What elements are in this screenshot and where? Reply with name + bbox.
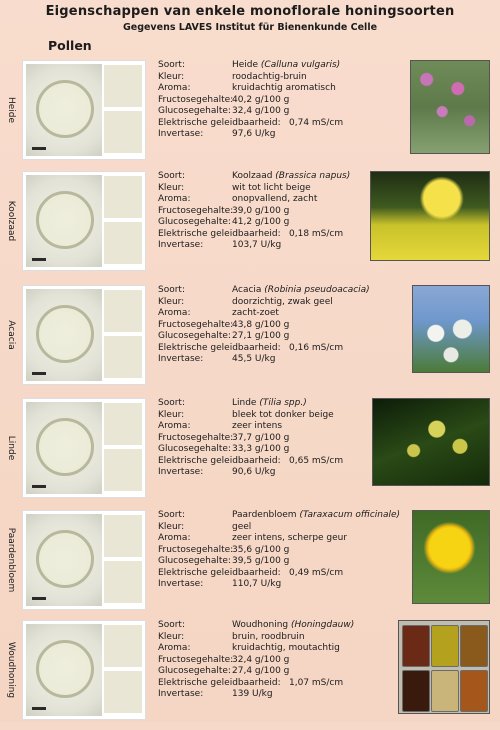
honey-properties [158, 285, 398, 366]
property-label: Fructosegehalte: [158, 205, 234, 216]
pollen-grain [36, 305, 94, 363]
property-line [158, 171, 398, 183]
property-line [158, 444, 398, 456]
property-label: Aroma: [158, 421, 191, 431]
property-line [158, 545, 398, 557]
property-line [158, 183, 398, 195]
property-value: 0,16 mS/cm [289, 342, 344, 353]
side-label [4, 510, 18, 610]
property-label: Glucosegehalte: [158, 217, 231, 227]
property-line [158, 194, 398, 206]
property-value: zacht-zoet [232, 308, 279, 318]
scale-bar [32, 597, 46, 600]
property-label: Glucosegehalte: [158, 331, 231, 341]
property-label: Elektrische geleidbaarheid: [158, 342, 281, 353]
side-label-text: Paardenbloem [6, 527, 16, 593]
property-value: 27,1 g/100 g [232, 331, 290, 341]
pollen-micrograph [22, 510, 146, 610]
property-line [158, 72, 398, 84]
property-value: 90,6 U/kg [232, 467, 276, 477]
property-value: 41,2 g/100 g [232, 217, 290, 227]
honey-row [0, 171, 500, 281]
property-line [158, 421, 398, 433]
property-line [158, 285, 398, 297]
property-line [158, 655, 398, 667]
property-value: 0,18 mS/cm [289, 228, 344, 239]
property-label: Soort: [158, 285, 185, 295]
pollen-micrograph [22, 398, 146, 498]
honey-row [0, 285, 500, 395]
side-label-text: Acacia [6, 320, 16, 350]
honey-row [0, 398, 500, 508]
pollen-detail-image [104, 561, 142, 603]
property-line [158, 95, 398, 107]
scale-bar [32, 485, 46, 488]
honey-jar [431, 625, 459, 667]
property-value: bleek tot donker beige [232, 409, 334, 420]
property-label: Invertase: [158, 240, 204, 250]
property-label: Kleur: [158, 409, 185, 420]
property-line [158, 331, 398, 343]
side-label [4, 285, 18, 385]
honey-properties [158, 398, 398, 479]
heather-photo [410, 60, 490, 154]
section-heading: Pollen [48, 38, 92, 53]
property-line [158, 533, 398, 545]
property-line [158, 568, 398, 580]
property-label: Glucosegehalte: [158, 556, 231, 566]
property-label: Kleur: [158, 182, 185, 193]
property-label: Aroma: [158, 83, 191, 93]
pollen-micrograph [22, 171, 146, 271]
property-value: zeer intens [232, 421, 283, 431]
property-value: 0,74 mS/cm [289, 117, 344, 128]
property-line [158, 129, 398, 141]
property-line [158, 60, 398, 72]
property-value: 35,6 g/100 g [232, 544, 290, 555]
honey-properties [158, 620, 398, 701]
pollen-main-image [26, 289, 102, 381]
property-value: 0,49 mS/cm [289, 567, 344, 578]
property-line [158, 556, 398, 568]
property-label: Fructosegehalte: [158, 319, 234, 330]
property-label: Fructosegehalte: [158, 94, 234, 105]
property-line [158, 620, 398, 632]
property-value: kruidachtig, moutachtig [232, 643, 340, 653]
honey-row [0, 60, 500, 170]
property-line [158, 118, 398, 130]
property-value: 40,2 g/100 g [232, 94, 290, 105]
pollen-detail-image [104, 671, 142, 713]
property-value: doorzichtig, zwak geel [232, 296, 333, 307]
property-value: Acacia (Robinia pseudoacacia) [232, 285, 370, 295]
property-line [158, 297, 398, 309]
linden-photo [372, 398, 490, 486]
property-label: Fructosegehalte: [158, 544, 234, 555]
property-line [158, 308, 398, 320]
dandelion-photo [412, 510, 490, 604]
property-line [158, 410, 398, 422]
pollen-grain [36, 418, 94, 476]
pollen-grain [36, 191, 94, 249]
property-line [158, 83, 398, 95]
rapeseed-photo [370, 171, 490, 261]
page-title: Eigenschappen van enkele monoflorale honingsoorten [45, 4, 455, 19]
property-label: Kleur: [158, 296, 185, 307]
latin-name: (Taraxacum officinale) [299, 510, 401, 520]
pollen-micrograph [22, 620, 146, 720]
honey-row [0, 620, 500, 730]
property-label: Soort: [158, 620, 185, 630]
property-line [158, 643, 398, 655]
property-line [158, 632, 398, 644]
property-value: 32,4 g/100 g [232, 106, 290, 116]
page-subtitle: Gegevens LAVES Institut für Bienenkunde Celle [122, 22, 378, 33]
property-label: Aroma: [158, 194, 191, 204]
pollen-detail-image [104, 336, 142, 378]
property-label: Invertase: [158, 354, 204, 364]
pollen-detail-image [104, 625, 142, 667]
property-value: 37,7 g/100 g [232, 432, 290, 443]
honey-jar [431, 670, 459, 712]
pollen-detail-image [104, 449, 142, 491]
property-line [158, 510, 401, 522]
property-line [158, 229, 398, 241]
property-value: Koolzaad (Brassica napus) [232, 171, 351, 181]
honey-jar [460, 670, 488, 712]
property-value: Heide (Calluna vulgaris) [232, 60, 341, 70]
property-label: Fructosegehalte: [158, 432, 234, 443]
property-value: Paardenbloem (Taraxacum officinale) [232, 510, 401, 520]
property-label: Elektrische geleidbaarheid: [158, 567, 281, 578]
side-label-text: Woudhoning [6, 641, 16, 699]
pollen-grain [36, 80, 94, 138]
property-line [158, 354, 398, 366]
side-label-text: Heide [6, 96, 16, 124]
property-label: Invertase: [158, 467, 204, 477]
property-value: 43,8 g/100 g [232, 319, 290, 330]
side-label [4, 60, 18, 160]
property-value: 139 U/kg [232, 689, 273, 699]
property-label: Soort: [158, 60, 185, 70]
latin-name: (Tilia spp.) [259, 398, 307, 408]
property-value: 103,7 U/kg [232, 240, 282, 250]
property-label: Elektrische geleidbaarheid: [158, 117, 281, 128]
pollen-main-image [26, 402, 102, 494]
property-line [158, 343, 398, 355]
property-label: Invertase: [158, 689, 204, 699]
property-label: Elektrische geleidbaarheid: [158, 228, 281, 239]
latin-name: (Brassica napus) [275, 171, 351, 181]
property-label: Glucosegehalte: [158, 106, 231, 116]
honey-jar [402, 670, 430, 712]
pollen-detail-image [104, 111, 142, 153]
pollen-grain [36, 640, 94, 698]
scale-bar [32, 258, 46, 261]
side-label [4, 398, 18, 498]
property-label: Kleur: [158, 631, 185, 642]
property-line [158, 456, 398, 468]
latin-name: (Calluna vulgaris) [260, 60, 341, 70]
property-line [158, 240, 398, 252]
property-line [158, 522, 398, 534]
pollen-detail-image [104, 222, 142, 264]
property-value: kruidachtig aromatisch [232, 83, 336, 93]
property-line [158, 398, 398, 410]
side-label-text: Linde [6, 435, 16, 461]
scale-bar [32, 147, 46, 150]
property-value: 33,3 g/100 g [232, 444, 290, 454]
property-value: Linde (Tilia spp.) [232, 398, 307, 408]
pollen-micrograph [22, 285, 146, 385]
property-line [158, 689, 398, 701]
property-line [158, 678, 398, 690]
pollen-grain [36, 530, 94, 588]
property-line [158, 433, 398, 445]
pollen-detail-image [104, 176, 142, 218]
pollen-main-image [26, 175, 102, 267]
property-value: 27,4 g/100 g [232, 666, 290, 676]
property-value: 45,5 U/kg [232, 354, 276, 364]
pollen-main-image [26, 514, 102, 606]
property-value: 1,07 mS/cm [289, 677, 344, 688]
property-line [158, 467, 398, 479]
property-label: Fructosegehalte: [158, 654, 234, 665]
pollen-detail-image [104, 65, 142, 107]
side-label-text: Koolzaad [6, 200, 16, 242]
property-label: Elektrische geleidbaarheid: [158, 677, 281, 688]
property-label: Elektrische geleidbaarheid: [158, 455, 281, 466]
side-label [4, 620, 18, 720]
property-value: 39,0 g/100 g [232, 205, 290, 216]
latin-name: (Honingdauw) [291, 620, 355, 630]
property-line [158, 579, 398, 591]
property-value: 32,4 g/100 g [232, 654, 290, 665]
property-value: 0,65 mS/cm [289, 455, 344, 466]
property-label: Glucosegehalte: [158, 444, 231, 454]
pollen-main-image [26, 64, 102, 156]
honey-jar [402, 625, 430, 667]
pollen-micrograph [22, 60, 146, 160]
pollen-main-image [26, 624, 102, 716]
property-value: onopvallend, zacht [232, 194, 318, 204]
property-value: geel [232, 521, 252, 532]
honey-properties [158, 171, 398, 252]
property-label: Soort: [158, 171, 185, 181]
property-value: Woudhoning (Honingdauw) [232, 620, 355, 630]
pollen-detail-image [104, 290, 142, 332]
scale-bar [32, 707, 46, 710]
side-label [4, 171, 18, 271]
property-value: wit tot licht beige [232, 182, 311, 193]
property-label: Kleur: [158, 71, 185, 82]
property-label: Aroma: [158, 533, 191, 543]
property-value: 97,6 U/kg [232, 129, 276, 139]
property-line [158, 217, 398, 229]
property-line [158, 106, 398, 118]
honey-properties [158, 60, 398, 141]
acacia-photo [412, 285, 490, 373]
property-label: Invertase: [158, 129, 204, 139]
property-line [158, 206, 398, 218]
honey-jar [460, 625, 488, 667]
property-label: Glucosegehalte: [158, 666, 231, 676]
latin-name: (Robinia pseudoacacia) [264, 285, 370, 295]
property-label: Aroma: [158, 643, 191, 653]
property-line [158, 320, 398, 332]
pollen-detail-image [104, 403, 142, 445]
property-value: roodachtig-bruin [232, 71, 307, 82]
property-value: bruin, roodbruin [232, 631, 305, 642]
property-label: Soort: [158, 510, 185, 520]
property-value: 110,7 U/kg [232, 579, 282, 589]
pollen-detail-image [104, 515, 142, 557]
honey-jars-photo [398, 620, 490, 714]
property-value: 39,5 g/100 g [232, 556, 290, 566]
property-label: Kleur: [158, 521, 185, 532]
scale-bar [32, 372, 46, 375]
property-line [158, 666, 398, 678]
honey-row [0, 510, 500, 620]
property-value: zeer intens, scherpe geur [232, 533, 348, 543]
property-label: Aroma: [158, 308, 191, 318]
property-label: Invertase: [158, 579, 204, 589]
honey-properties [158, 510, 401, 591]
property-label: Soort: [158, 398, 185, 408]
